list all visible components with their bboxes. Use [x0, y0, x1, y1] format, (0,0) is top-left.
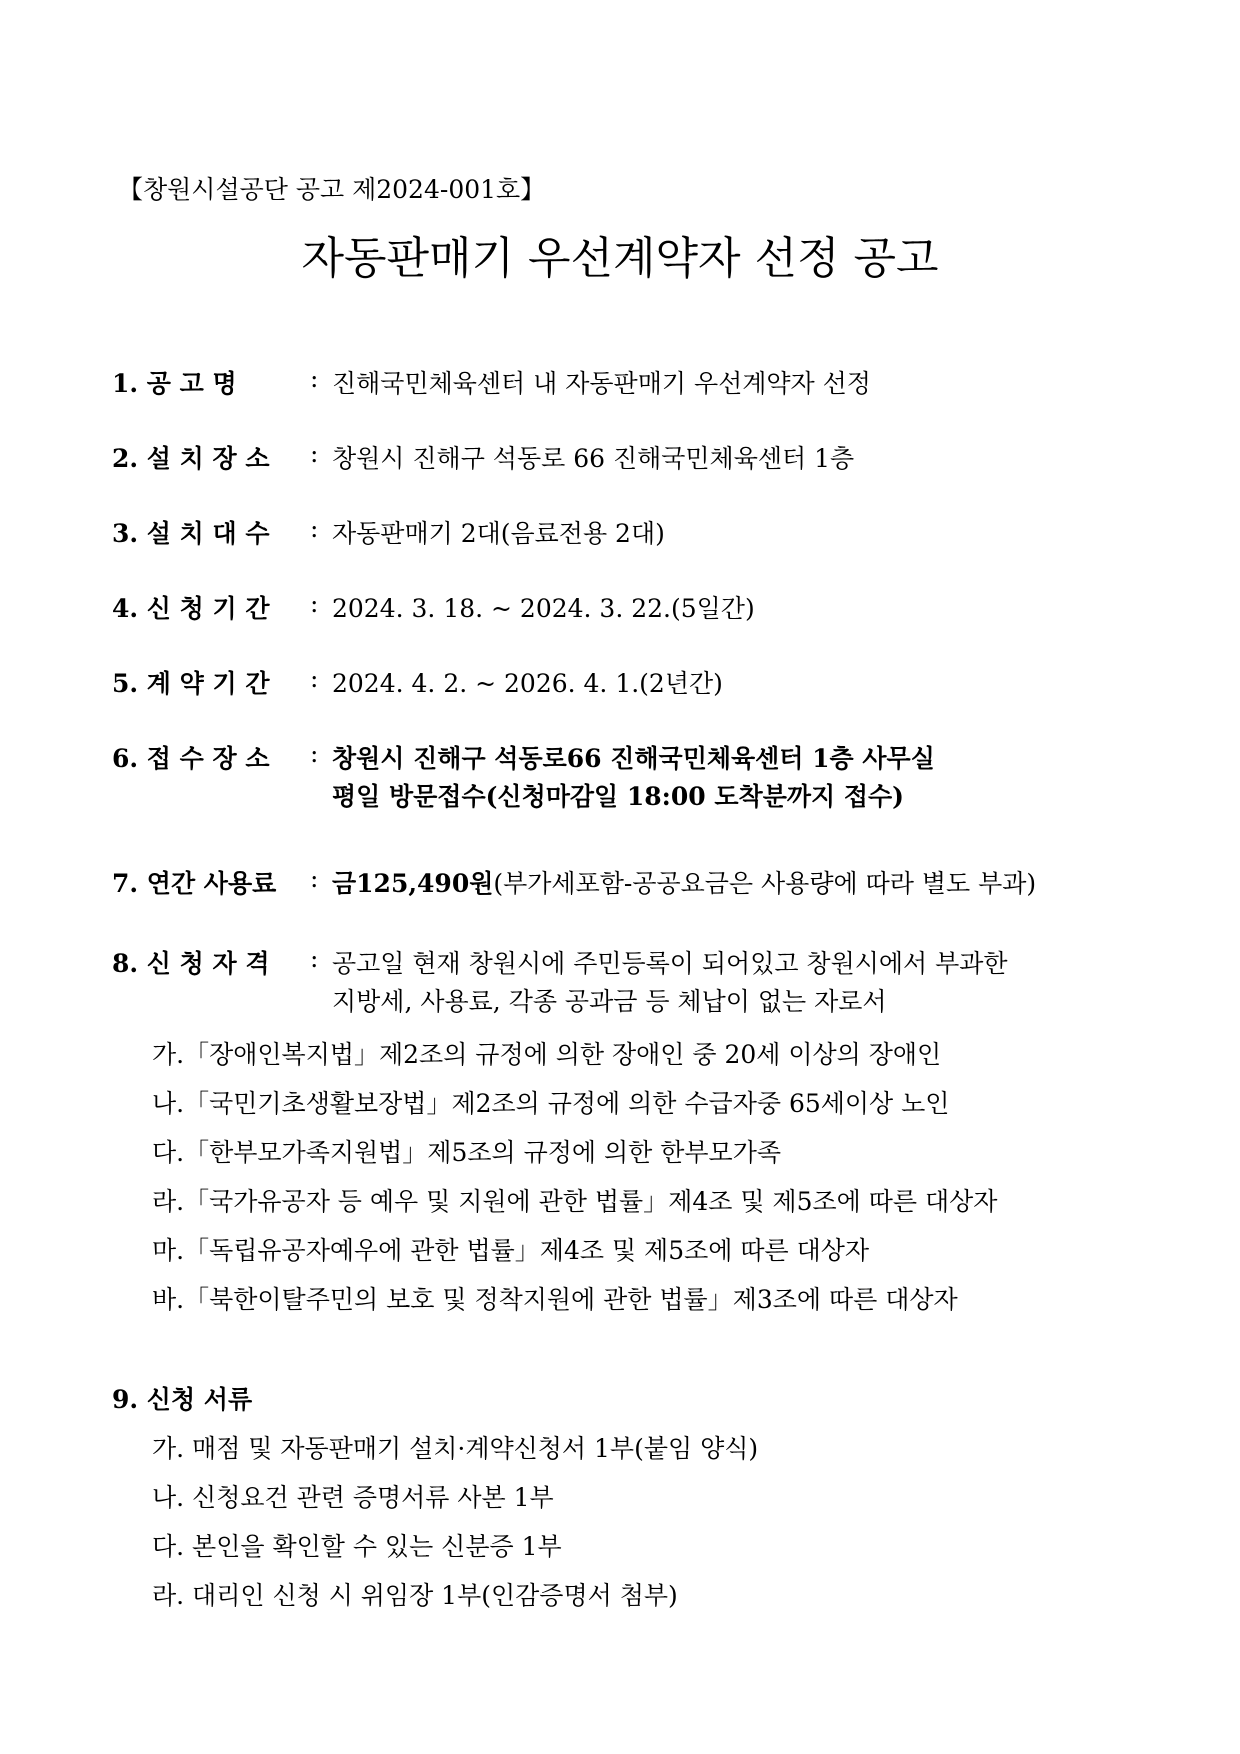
item-colon: : [310, 944, 319, 973]
notice-number: 【창원시설공단 공고 제2024-001호】 [118, 175, 546, 204]
item-label: 2. 설 치 장 소 [112, 444, 270, 473]
item-value: 자동판매기 2대(음료전용 2대) [332, 519, 665, 548]
eligibility-item: 마.「독립유공자예우에 관한 법률」제4조 및 제5조에 따른 대상자 [152, 1236, 870, 1265]
item-label: 8. 신 청 자 격 [112, 949, 270, 978]
document-item: 다. 본인을 확인할 수 있는 신분증 1부 [152, 1532, 562, 1561]
item-label: 4. 신 청 기 간 [112, 594, 270, 623]
item-label: 1. 공 고 명 [112, 369, 237, 398]
item-value-wrap [332, 864, 1036, 900]
item-colon: : [310, 589, 319, 618]
item-value: 2024. 3. 18. ~ 2024. 3. 22.(5일간) [332, 594, 755, 623]
item-value-line2: 평일 방문접수(신청마감일 18:00 도착분까지 접수) [332, 782, 904, 811]
eligibility-item: 가.「장애인복지법」제2조의 규정에 의한 장애인 중 20세 이상의 장애인 [152, 1040, 942, 1069]
fee-amount: 금125,490원 [332, 869, 494, 898]
fee-note: (부가세포함-공공요금은 사용량에 따라 별도 부과) [493, 869, 1037, 898]
document-item: 라. 대리인 신청 시 위임장 1부(인감증명서 첨부) [152, 1581, 678, 1610]
item-value: 창원시 진해구 석동로66 진해국민체육센터 1층 사무실 [332, 744, 935, 773]
document-item: 가. 매점 및 자동판매기 설치·계약신청서 1부(붙임 양식) [152, 1434, 759, 1463]
page-title: 자동판매기 우선계약자 선정 공고 [301, 233, 939, 284]
eligibility-item: 나.「국민기초생활보장법」제2조의 규정에 의한 수급자중 65세이상 노인 [152, 1089, 950, 1118]
item-label: 7. 연간 사용료 [112, 869, 277, 898]
item-label: 5. 계 약 기 간 [112, 669, 270, 698]
documents-heading: 9. 신청 서류 [112, 1385, 253, 1414]
item-value: 창원시 진해구 석동로 66 진해국민체육센터 1층 [332, 444, 855, 473]
item-colon: : [310, 439, 319, 468]
item-colon: : [310, 664, 319, 693]
item-colon: : [310, 514, 319, 543]
eligibility-item: 다.「한부모가족지원법」제5조의 규정에 의한 한부모가족 [152, 1138, 781, 1167]
item-colon: : [310, 739, 319, 768]
item-value-line2: 지방세, 사용료, 각종 공과금 등 체납이 없는 자로서 [332, 987, 887, 1016]
item-value: 공고일 현재 창원시에 주민등록이 되어있고 창원시에서 부과한 [332, 949, 1008, 978]
eligibility-item: 바.「북한이탈주민의 보호 및 정착지원에 관한 법률」제3조에 따른 대상자 [152, 1285, 958, 1314]
item-value: 진해국민체육센터 내 자동판매기 우선계약자 선정 [332, 369, 871, 398]
item-colon: : [310, 864, 319, 893]
item-colon: : [310, 364, 319, 393]
item-label: 3. 설 치 대 수 [112, 519, 270, 548]
item-label: 6. 접 수 장 소 [112, 744, 270, 773]
eligibility-item: 라.「국가유공자 등 예우 및 지원에 관한 법률」제4조 및 제5조에 따른 대상자 [152, 1187, 998, 1216]
document-item: 나. 신청요건 관련 증명서류 사본 1부 [152, 1483, 554, 1512]
item-value: 2024. 4. 2. ~ 2026. 4. 1.(2년간) [332, 669, 723, 698]
